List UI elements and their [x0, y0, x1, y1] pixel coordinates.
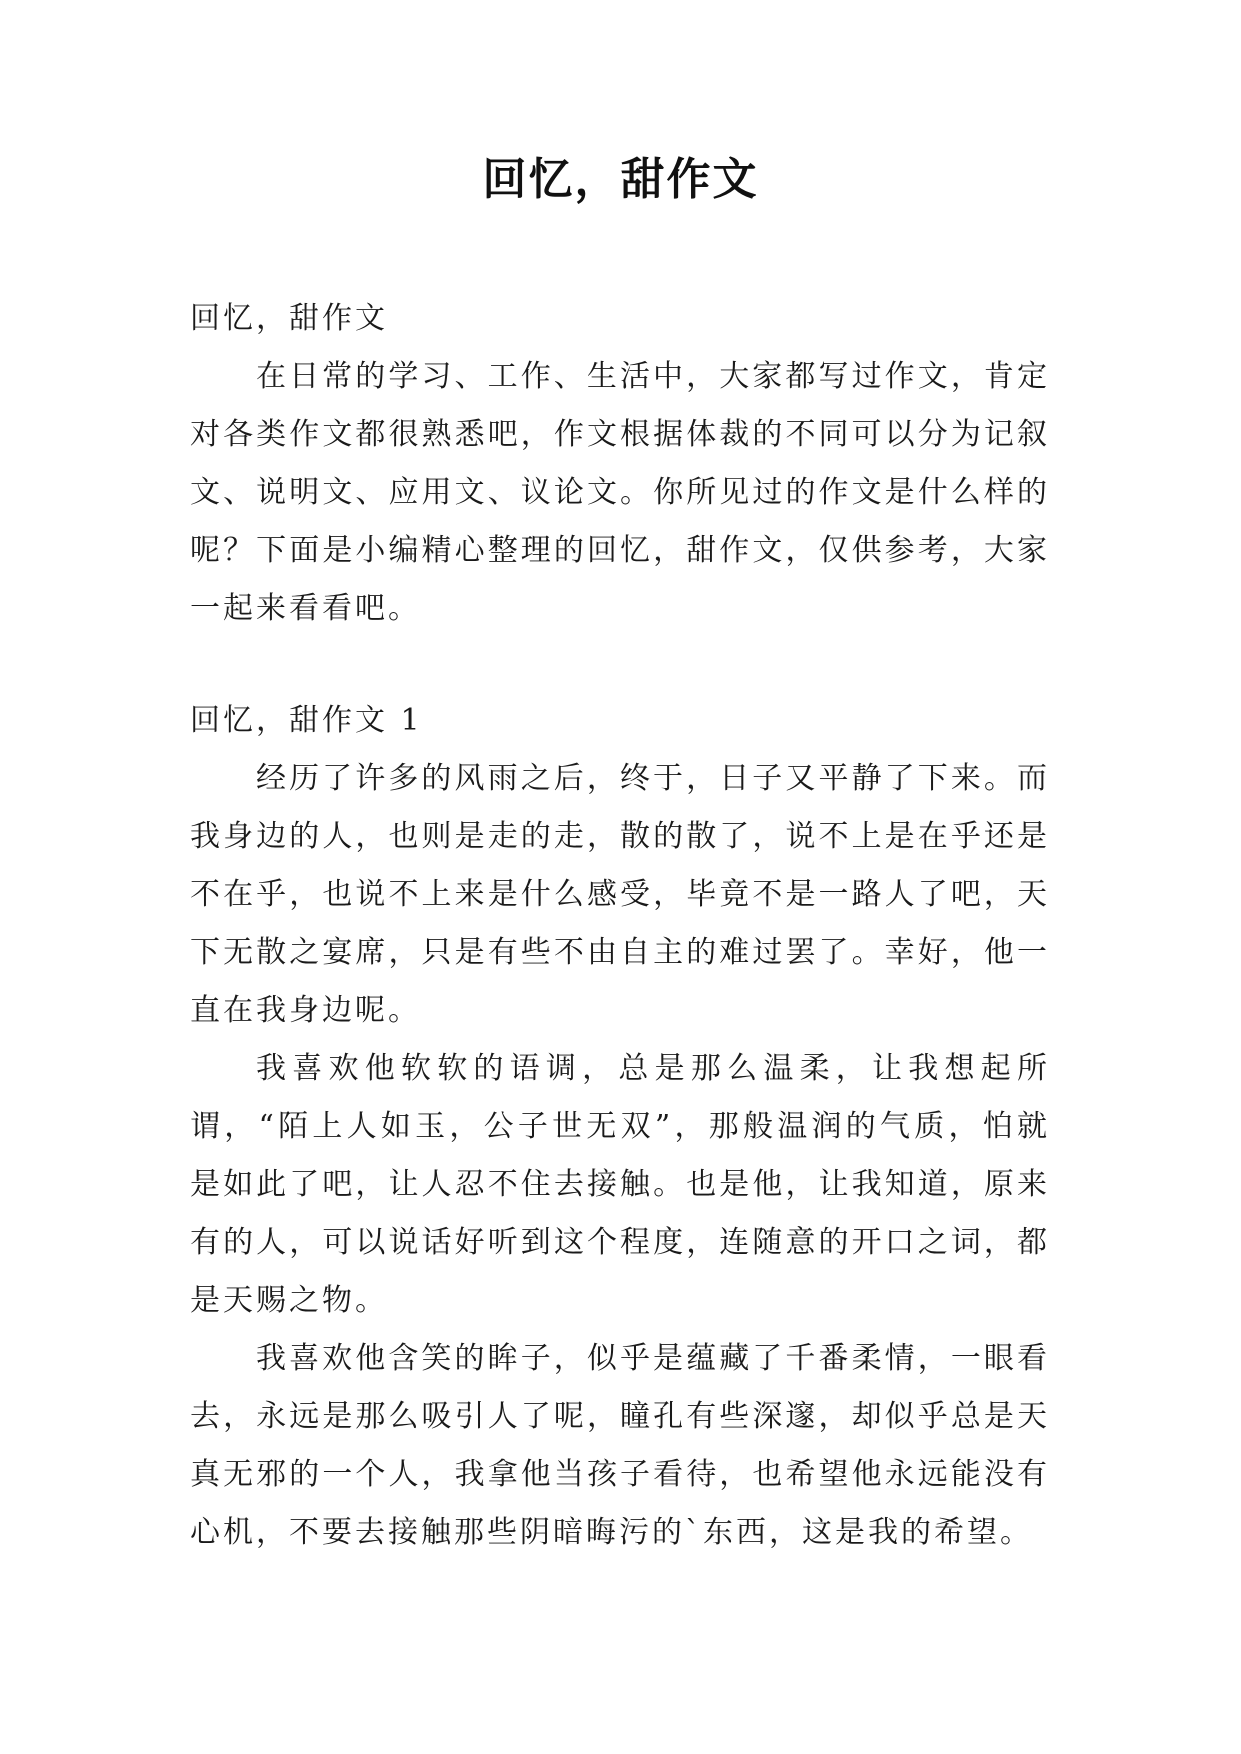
essay-1-paragraph-1: 经历了许多的风雨之后，终于，日子又平静了下来。而我身边的人，也则是走的走，散的散了，说不上是在乎还是不在乎，也说不上来是什么感受，毕竟不是一路人了吧，天下无散之宴席，只是有些不由自主的难过罢了。幸好，他一直在我身边呢。 [190, 761, 1050, 1028]
document-title: 回忆，甜作文 [482, 154, 759, 205]
intro-paragraph: 在日常的学习、工作、生活中，大家都写过作文，肯定对各类作文都很熟悉吧，作文根据体裁的不同可以分为记叙文、说明文、应用文、议论文。你所见过的作文是什么样的呢？下面是小编精心整理的回忆，甜作文，仅供参考，大家一起来看看吧。 [190, 359, 1050, 626]
document-body [190, 290, 1050, 1562]
essay-1-paragraph-3: 我喜欢他含笑的眸子，似乎是蕴藏了千番柔情，一眼看去，永远是那么吸引人了呢，瞳孔有些深邃，却似乎总是天真无邪的一个人，我拿他当孩子看待，也希望他永远能没有心机，不要去接触那些阴暗晦污的`东西，这是我的希望。 [190, 1341, 1050, 1550]
essay-1-heading: 回忆，甜作文 1 [190, 703, 423, 738]
essay-1-paragraph-2: 我喜欢他软软的语调，总是那么温柔，让我想起所谓，“陌上人如玉，公子世无双”，那般温润的气质，怕就是如此了吧，让人忍不住去接触。也是他，让我知道，原来有的人，可以说话好听到这个程度，连随意的开口之词，都是天赐之物。 [190, 1051, 1050, 1318]
section-spacer [190, 638, 1050, 692]
intro-heading: 回忆，甜作文 [190, 301, 388, 336]
